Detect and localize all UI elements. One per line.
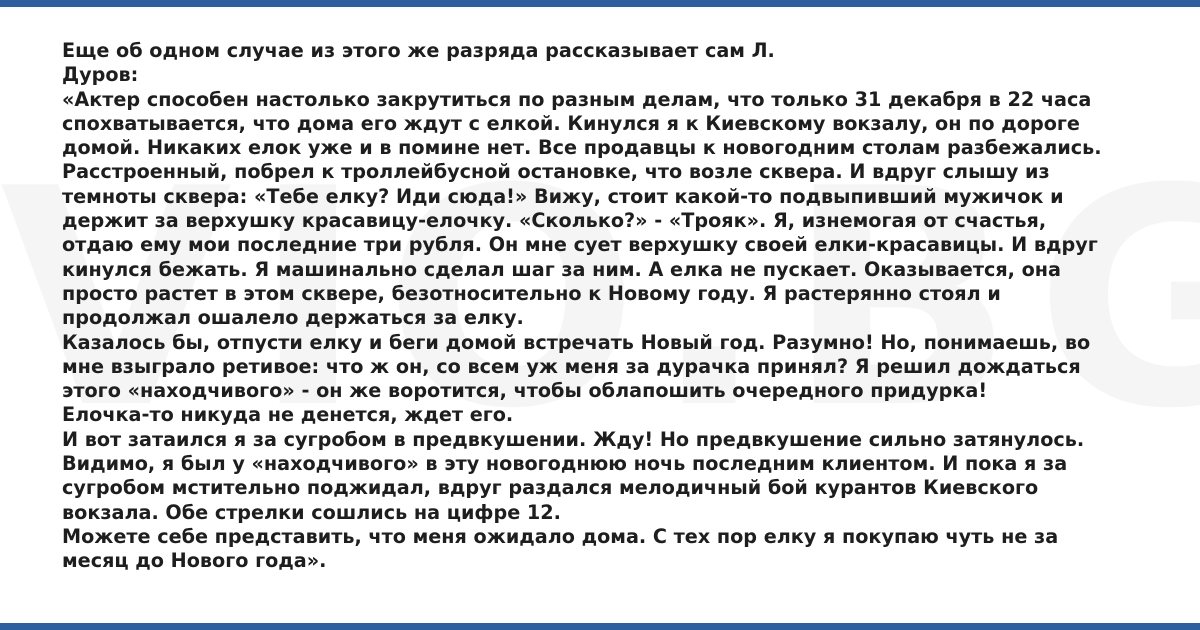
text-line: И вот затаился я за сугробом в предвкушении. Жду! Но предвкушение сильно затянулось. xyxy=(62,427,1085,451)
text-line: Елочка-то никуда не денется, ждет его. xyxy=(62,403,514,427)
top-accent-bar xyxy=(0,0,1200,7)
text-line: Можете себе представить, что меня ожидало дома. С тех пор елку я покупаю чуть не за xyxy=(62,524,1059,548)
text-line: отдаю ему мои последние три рубля. Он мне сует верхушку своей елки-красавицы. И вдруг xyxy=(62,233,1098,257)
text-line: темноты сквера: «Тебе елку? Иди сюда!» Вижу, стоит какой-то подвыпивший мужичок и xyxy=(62,184,1064,208)
text-line: домой. Никаких елок уже и в помине нет. Все продавцы к новогодним столам разбежались. xyxy=(62,136,1102,160)
text-line: этого «находчивого» - он же воротится, чтобы облапошить очередного придурка! xyxy=(62,379,988,403)
text-line: Дуров: xyxy=(62,63,139,87)
text-line: спохватывается, что дома его ждут с елкой. Кинулся я к Киевскому вокзалу, он по дороге xyxy=(62,111,1080,135)
text-line: Видимо, я был у «находчивого» в эту новогоднюю ночь последним клиентом. И пока я за xyxy=(62,452,1068,476)
text-line: мне взыграло ретивое: что ж он, со всем уж меня за дурачка принял? Я решил дождаться xyxy=(62,354,1081,378)
text-line: просто растет в этом сквере, безотносительно к Новому году. Я растерянно стоял и xyxy=(62,281,1001,305)
text-line: сугробом мстительно поджидал, вдруг раздался мелодичный бой курантов Киевского xyxy=(62,476,1039,500)
article-text xyxy=(62,39,1162,574)
text-line: Еще об одном случае из этого же разряда рассказывает сам Л. xyxy=(62,39,775,62)
text-line: месяц до Нового года». xyxy=(62,549,327,573)
text-line: Казалось бы, отпусти елку и беги домой встречать Новый год. Разумно! Но, понимаешь, во xyxy=(62,330,1091,354)
text-line: «Актер способен настолько закрутиться по разным делам, что только 31 декабря в 22 часа xyxy=(62,87,1092,111)
text-line: держит за верхушку красавицу-елочку. «Сколько?» - «Трояк». Я, изнемогая от счастья, xyxy=(62,209,1047,233)
text-line: кинулся бежать. Я машинально сделал шаг за ним. А елка не пускает. Оказывается, она xyxy=(62,257,1061,281)
text-line: Расстроенный, побрел к троллейбусной остановке, что возле сквера. И вдруг слышу из xyxy=(62,160,1050,184)
bottom-accent-bar xyxy=(0,623,1200,630)
text-line: вокзала. Обе стрелки сошлись на цифре 12. xyxy=(62,500,561,524)
text-line: продолжал ошалело держаться за елку. xyxy=(62,306,524,330)
